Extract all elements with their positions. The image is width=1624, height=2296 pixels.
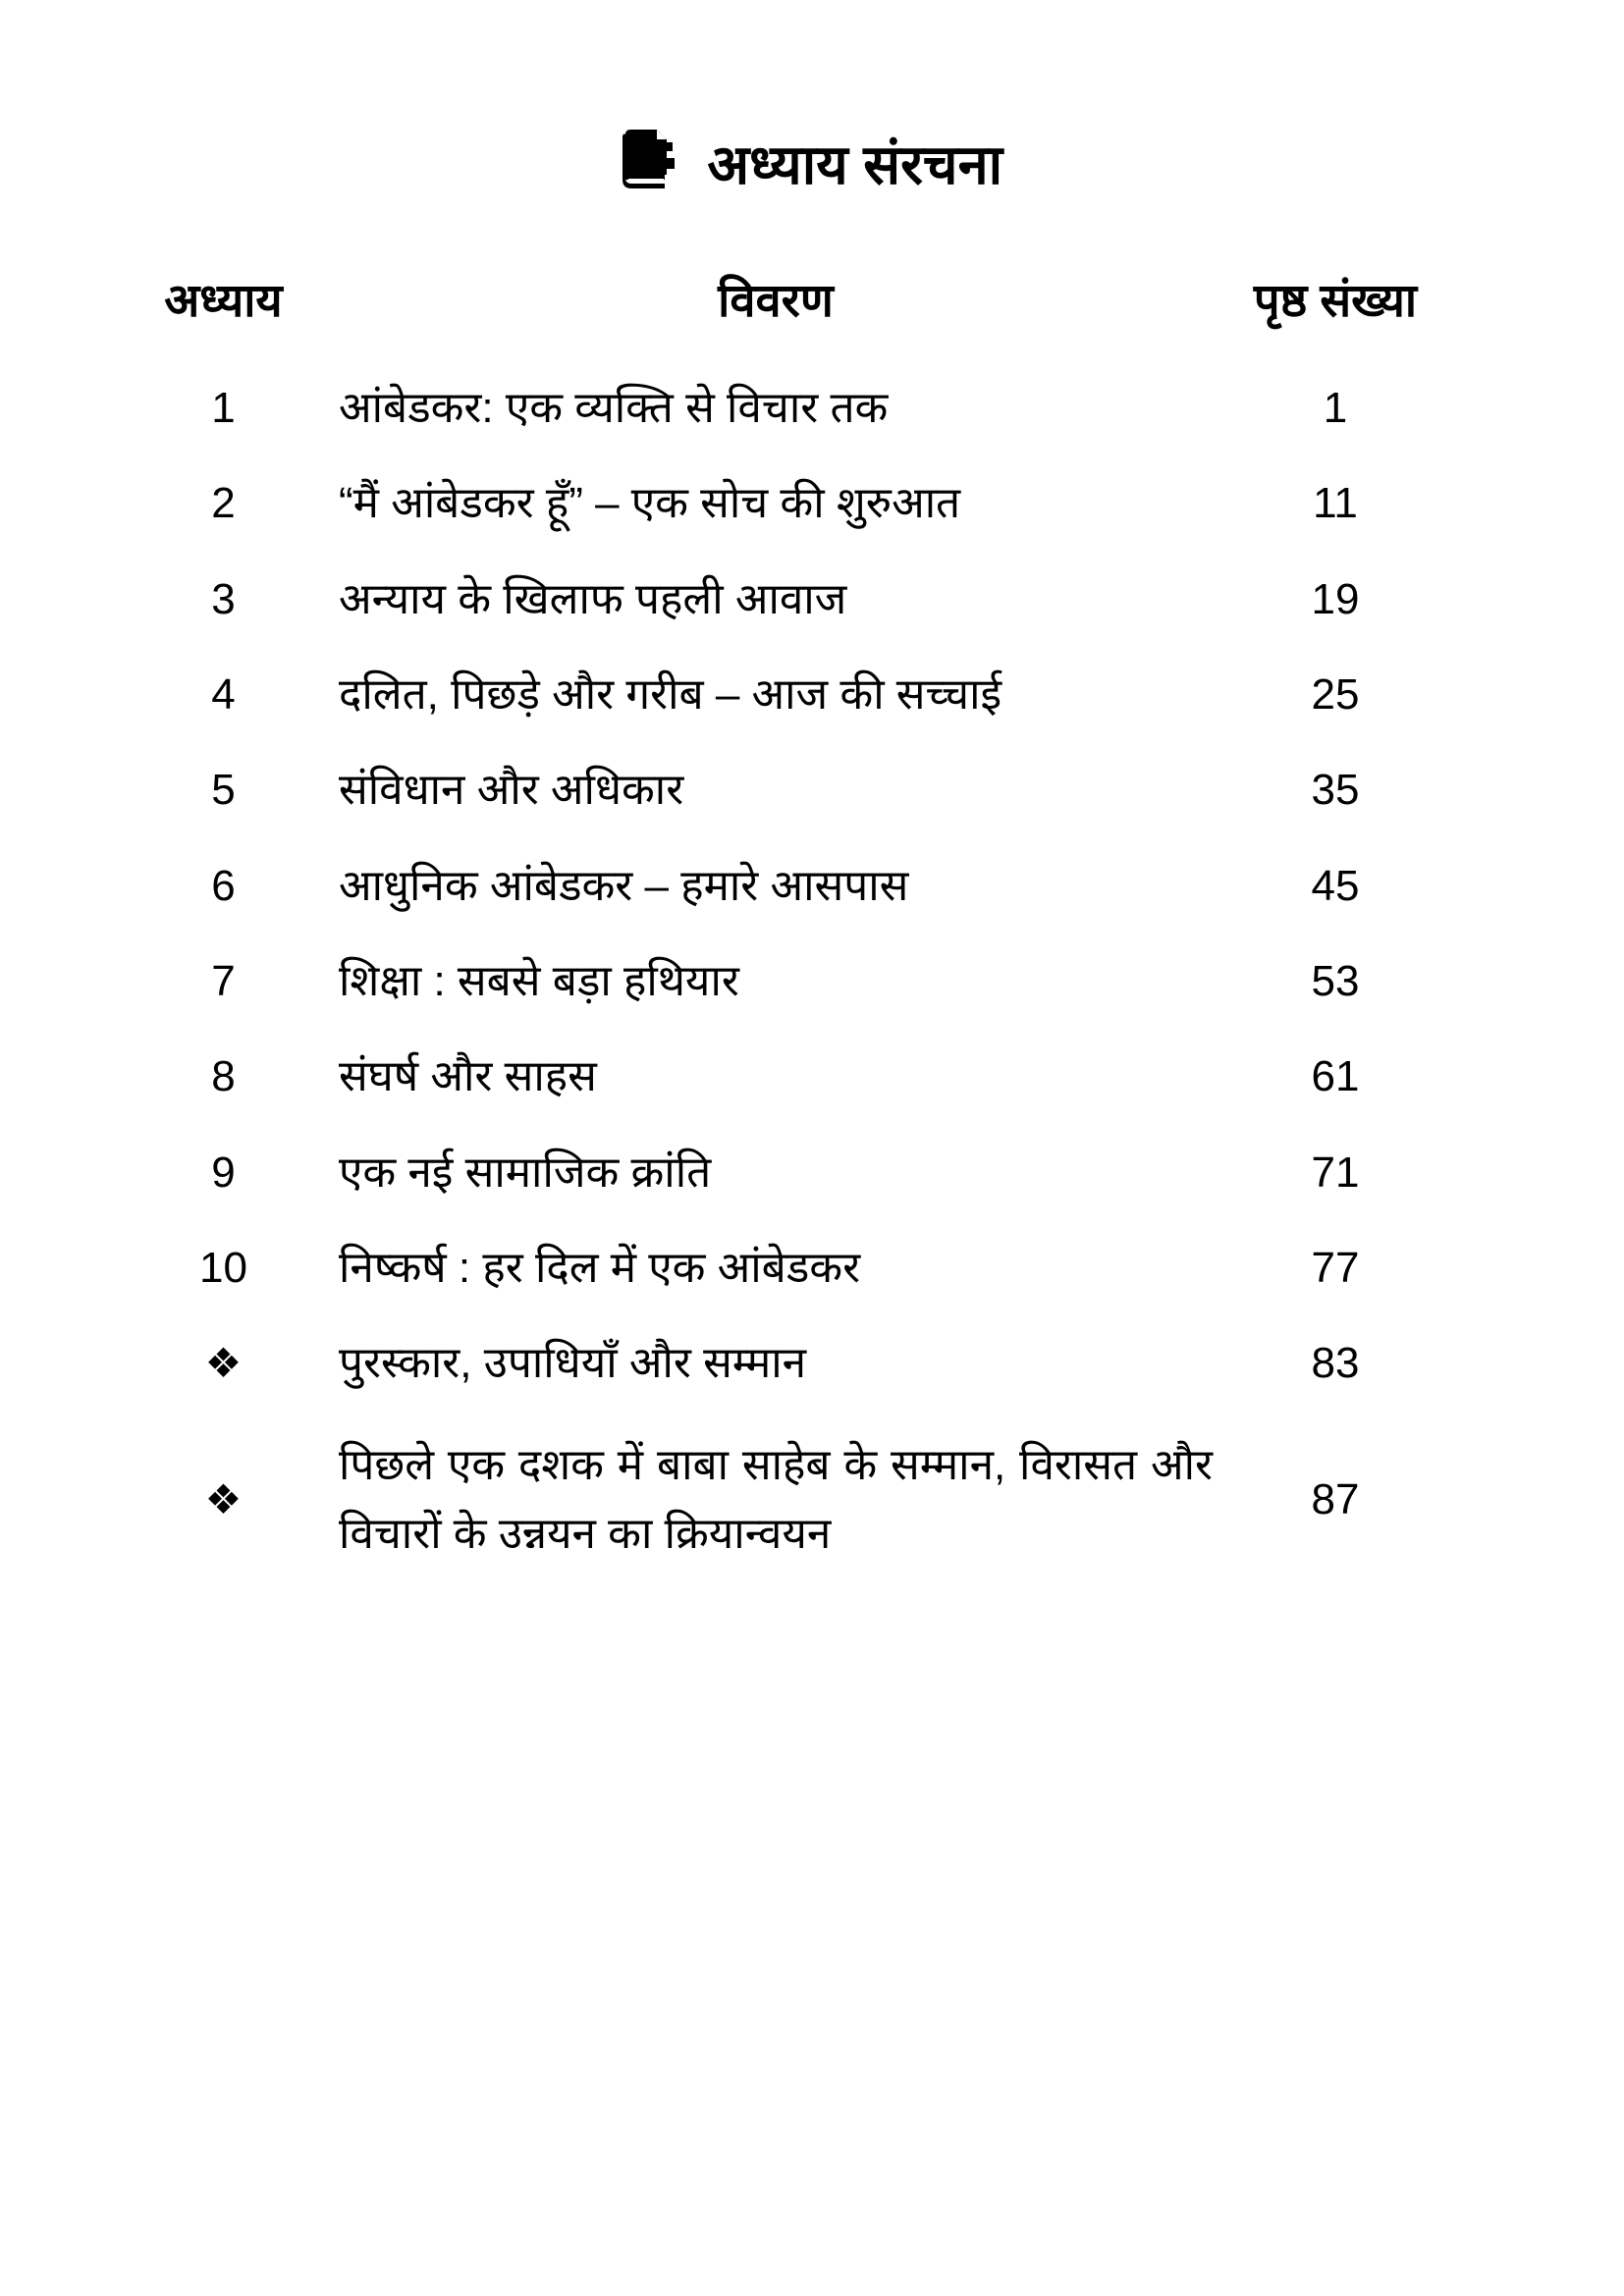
page-cell: 35 [1311,766,1360,815]
description-cell: आधुनिक आंबेडकर – हमारे आसपास [339,861,909,910]
description-cell: पुरस्कार, उपाधियाँ और सम्मान [339,1339,807,1388]
table-row [108,1431,1483,1568]
chapter-cell: 2 [211,479,236,528]
page-cell: 45 [1311,861,1360,910]
table-row [108,1241,1483,1296]
chapter-cell: 9 [211,1148,236,1197]
table-row [108,1336,1483,1391]
description-cell: संविधान और अधिकार [339,766,684,815]
description-cell: आंबेडकर: एक व्यक्ति से विचार तक [339,384,889,432]
chapter-cell: 3 [211,574,236,623]
description-cell: अन्याय के खिलाफ पहली आवाज [339,574,847,623]
page-cell: 61 [1311,1052,1360,1101]
diamond-bullet-icon: ❖ [204,1340,243,1387]
page-cell: 53 [1311,956,1360,1005]
chapter-cell: 7 [211,956,236,1005]
chapter-cell: 1 [211,384,236,432]
description-cell: निष्कर्ष : हर दिल में एक आंबेडकर [339,1243,861,1292]
notebook-icon [622,129,675,202]
description-cell: पिछले एक दशक में बाबा साहेब के सम्मान, विरासत और विचारों के उन्नयन का क्रियान्वयन [339,1441,1213,1558]
table-row [108,1146,1483,1201]
chapter-cell: 5 [211,766,236,815]
table-row [108,859,1483,914]
page-title: अध्याय संरचना [707,133,1003,195]
header-description: विवरण [718,274,834,326]
table-of-contents [108,267,1483,1608]
table-row [108,476,1483,531]
description-cell: संघर्ष और साहस [339,1052,597,1101]
chapter-cell: 6 [211,861,236,910]
table-row [108,572,1483,627]
page-cell: 77 [1311,1243,1360,1292]
table-row [108,667,1483,722]
description-cell: एक नई सामाजिक क्रांति [339,1148,712,1197]
page-cell: 71 [1311,1148,1360,1197]
table-row [108,1049,1483,1104]
page-cell: 83 [1311,1339,1360,1388]
description-cell: शिक्षा : सबसे बड़ा हथियार [339,956,739,1005]
chapter-cell: 10 [199,1243,247,1292]
header-chapter: अध्याय [164,274,283,326]
page-cell: 25 [1311,669,1360,719]
page-cell: 87 [1311,1474,1360,1523]
header-page-number: पृष्ठ संख्या [1253,274,1418,326]
table-row [108,381,1483,436]
page-cell: 11 [1313,479,1358,528]
diamond-bullet-icon: ❖ [204,1476,243,1523]
table-row [108,763,1483,818]
description-cell: दलित, पिछड़े और गरीब – आज की सच्चाई [339,669,1002,719]
chapter-cell: 4 [211,669,236,719]
page-cell: 1 [1323,384,1348,432]
table-header-row [108,267,1483,330]
page-cell: 19 [1311,574,1360,623]
table-row [108,954,1483,1009]
description-cell: “मैं आंबेडकर हूँ” – एक सोच की शुरुआत [339,479,961,528]
page-title-block [0,126,1624,202]
chapter-cell: 8 [211,1052,236,1101]
